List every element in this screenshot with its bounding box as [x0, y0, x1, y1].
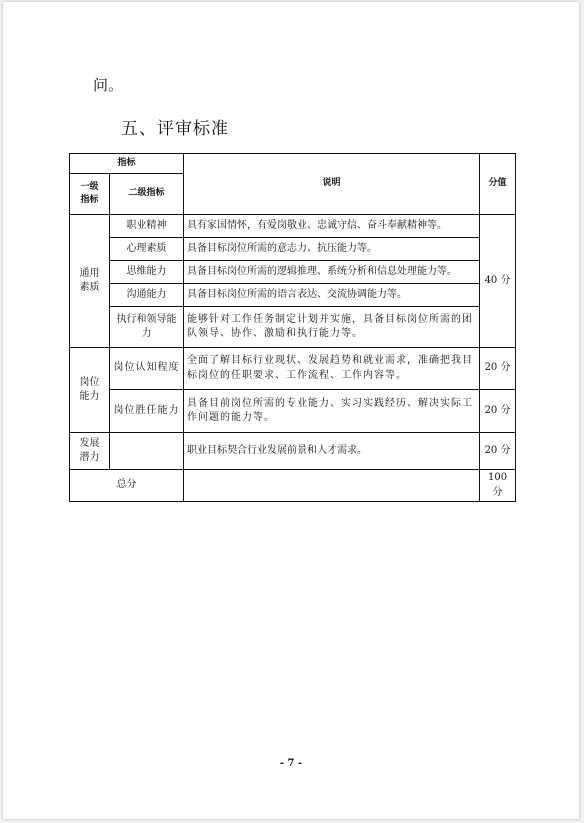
item-score: 20 分 — [480, 433, 516, 470]
page-number: - 7 - — [279, 758, 303, 769]
item-score: 20 分 — [480, 390, 516, 433]
evaluation-criteria-table — [69, 153, 516, 502]
item-description: 具备目标岗位所需的语言表达、交流协调能力等。 — [184, 284, 480, 307]
table-row — [70, 307, 516, 348]
table-row — [70, 284, 516, 307]
table-row — [70, 390, 516, 433]
header-level2: 二级指标 — [110, 174, 184, 215]
header-indicator: 指标 — [70, 154, 184, 174]
item-name: 沟通能力 — [110, 284, 184, 307]
item-score: 20 分 — [480, 348, 516, 390]
group-job-ability: 岗位 能力 — [70, 348, 110, 433]
header-score: 分值 — [480, 154, 516, 215]
table-row — [70, 433, 516, 470]
header-description: 说明 — [184, 154, 480, 215]
continuation-text: 问。 — [93, 76, 124, 94]
group-score: 40 分 — [480, 215, 516, 348]
item-name: 心理素质 — [110, 238, 184, 261]
item-description: 具备目标岗位所需的意志力、抗压能力等。 — [184, 238, 480, 261]
section-title: 五、评审标准 — [121, 119, 229, 139]
total-score: 100 分 — [480, 470, 516, 502]
table-row — [70, 348, 516, 390]
group-development-potential: 发展 潜力 — [70, 433, 110, 470]
item-description: 具备目标岗位所需的逻辑推理、系统分析和信息处理能力等。 — [184, 261, 480, 284]
item-description: 职业目标契合行业发展前景和人才需求。 — [184, 433, 480, 470]
item-name: 职业精神 — [110, 215, 184, 238]
item-description: 具有家国情怀，有爱岗敬业、忠诚守信、奋斗奉献精神等。 — [184, 215, 480, 238]
item-description: 能够针对工作任务制定计划并实施，具备目标岗位所需的团队领导、协作、激励和执行能力等。 — [184, 307, 480, 348]
document-page — [3, 2, 579, 819]
total-label: 总分 — [70, 470, 184, 502]
total-empty — [184, 470, 480, 502]
item-name: 岗位认知程度 — [110, 348, 184, 390]
item-name: 执行和领导能力 — [110, 307, 184, 348]
item-name — [110, 433, 184, 470]
item-name: 思维能力 — [110, 261, 184, 284]
item-description: 具备目前岗位所需的专业能力、实习实践经历、解决实际工作问题的能力等。 — [184, 390, 480, 433]
total-row — [70, 470, 516, 502]
table-row — [70, 238, 516, 261]
header-row-1 — [70, 154, 516, 174]
header-level1: 一级 指标 — [70, 174, 110, 215]
item-description: 全面了解目标行业现状、发展趋势和就业需求，准确把我目标岗位的任职要求、工作流程、工作内容等。 — [184, 348, 480, 390]
table-row — [70, 261, 516, 284]
group-general-quality: 通用 素质 — [70, 215, 110, 348]
item-name: 岗位胜任能力 — [110, 390, 184, 433]
table-row — [70, 215, 516, 238]
